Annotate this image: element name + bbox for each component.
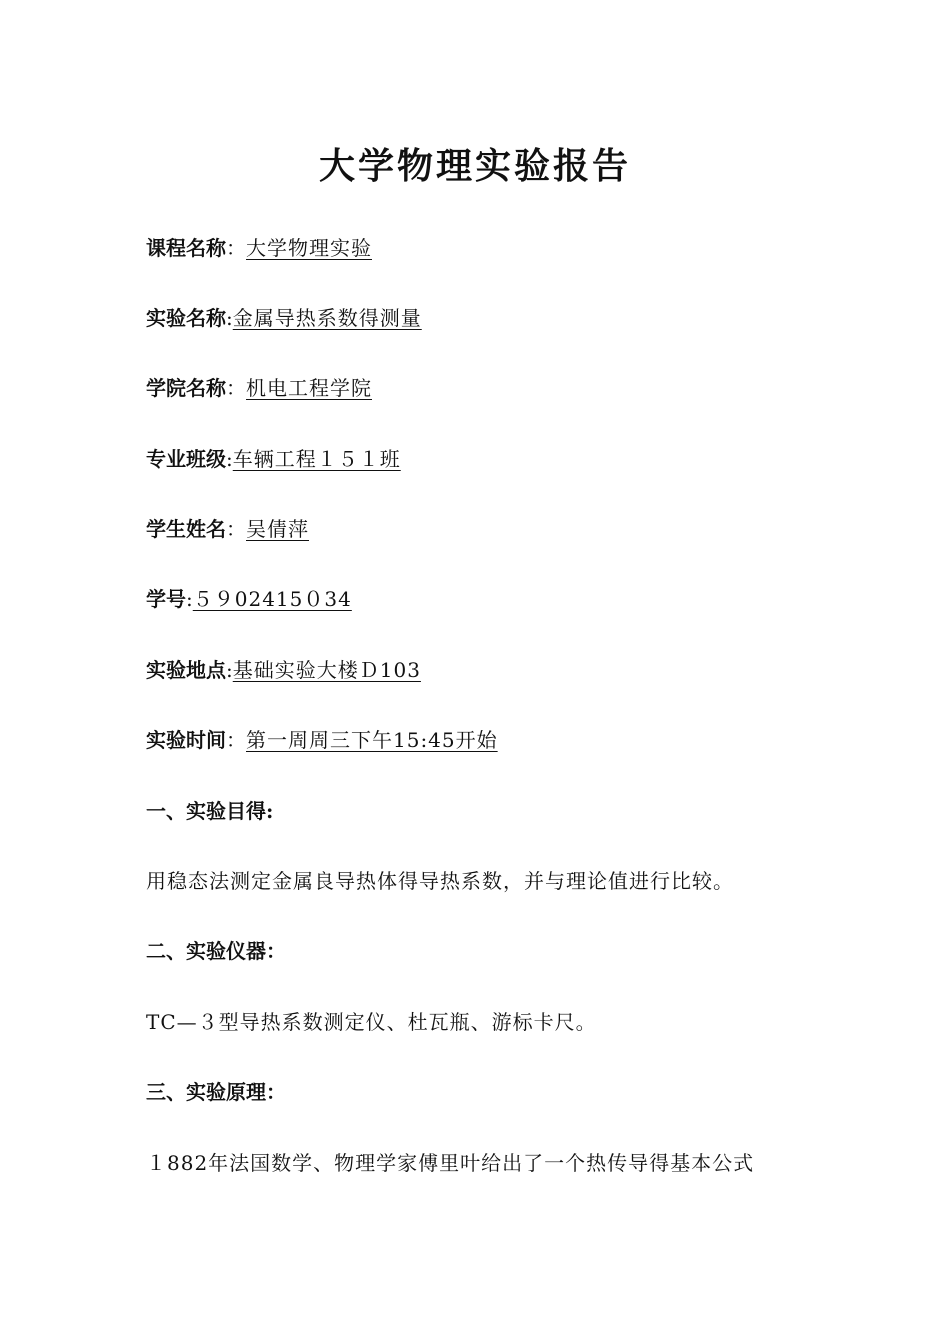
- field-value: 基础实验大楼Ｄ103: [232, 658, 421, 682]
- field-separator: :: [226, 306, 233, 330]
- field-label: 学号: [146, 587, 186, 611]
- section-heading-instruments: 二、实验仪器：: [146, 939, 286, 963]
- field-time: [146, 726, 498, 754]
- field-value: 大学物理实验: [246, 236, 372, 260]
- field-separator: :: [226, 447, 233, 471]
- report-title: 大学物理实验报告: [318, 145, 631, 187]
- field-value: 吴倩萍: [246, 517, 309, 541]
- field-value: ５９02415０34: [192, 587, 352, 611]
- field-value: 车辆工程１５１班: [232, 447, 401, 471]
- section-body-principle: １882年法国数学、物理学家傅里叶给出了一个热传导得基本公式: [146, 1151, 755, 1175]
- field-location: [146, 656, 421, 684]
- field-experiment-name: [146, 304, 422, 332]
- field-major-class: [146, 445, 401, 473]
- field-student-id: [146, 585, 352, 613]
- field-value: 第一周周三下午15:45开始: [246, 728, 498, 752]
- field-value: 金属导热系数得测量: [232, 306, 422, 330]
- field-label: 学院名称: [146, 376, 226, 400]
- field-separator: ：: [226, 728, 246, 752]
- field-separator: ：: [226, 236, 246, 260]
- field-student-name: [146, 515, 309, 543]
- field-separator: :: [186, 587, 193, 611]
- field-course-name: [146, 234, 372, 262]
- field-label: 实验名称: [146, 306, 226, 330]
- section-heading-principle: 三、实验原理：: [146, 1080, 286, 1104]
- section-heading-purpose: 一、实验目得:: [146, 799, 274, 823]
- field-value: 机电工程学院: [246, 376, 372, 400]
- section-body-instruments: TC—３型导热系数测定仪、杜瓦瓶、游标卡尺。: [146, 1010, 597, 1034]
- field-label: 实验地点: [146, 658, 226, 682]
- field-label: 实验时间: [146, 728, 226, 752]
- field-separator: :: [226, 658, 233, 682]
- field-separator: ：: [226, 517, 246, 541]
- field-label: 学生姓名: [146, 517, 226, 541]
- field-label: 课程名称: [146, 236, 226, 260]
- section-body-purpose: 用稳态法测定金属良导热体得导热系数，并与理论值进行比较。: [146, 869, 734, 893]
- field-college-name: [146, 374, 372, 402]
- field-label: 专业班级: [146, 447, 226, 471]
- field-separator: ：: [226, 376, 246, 400]
